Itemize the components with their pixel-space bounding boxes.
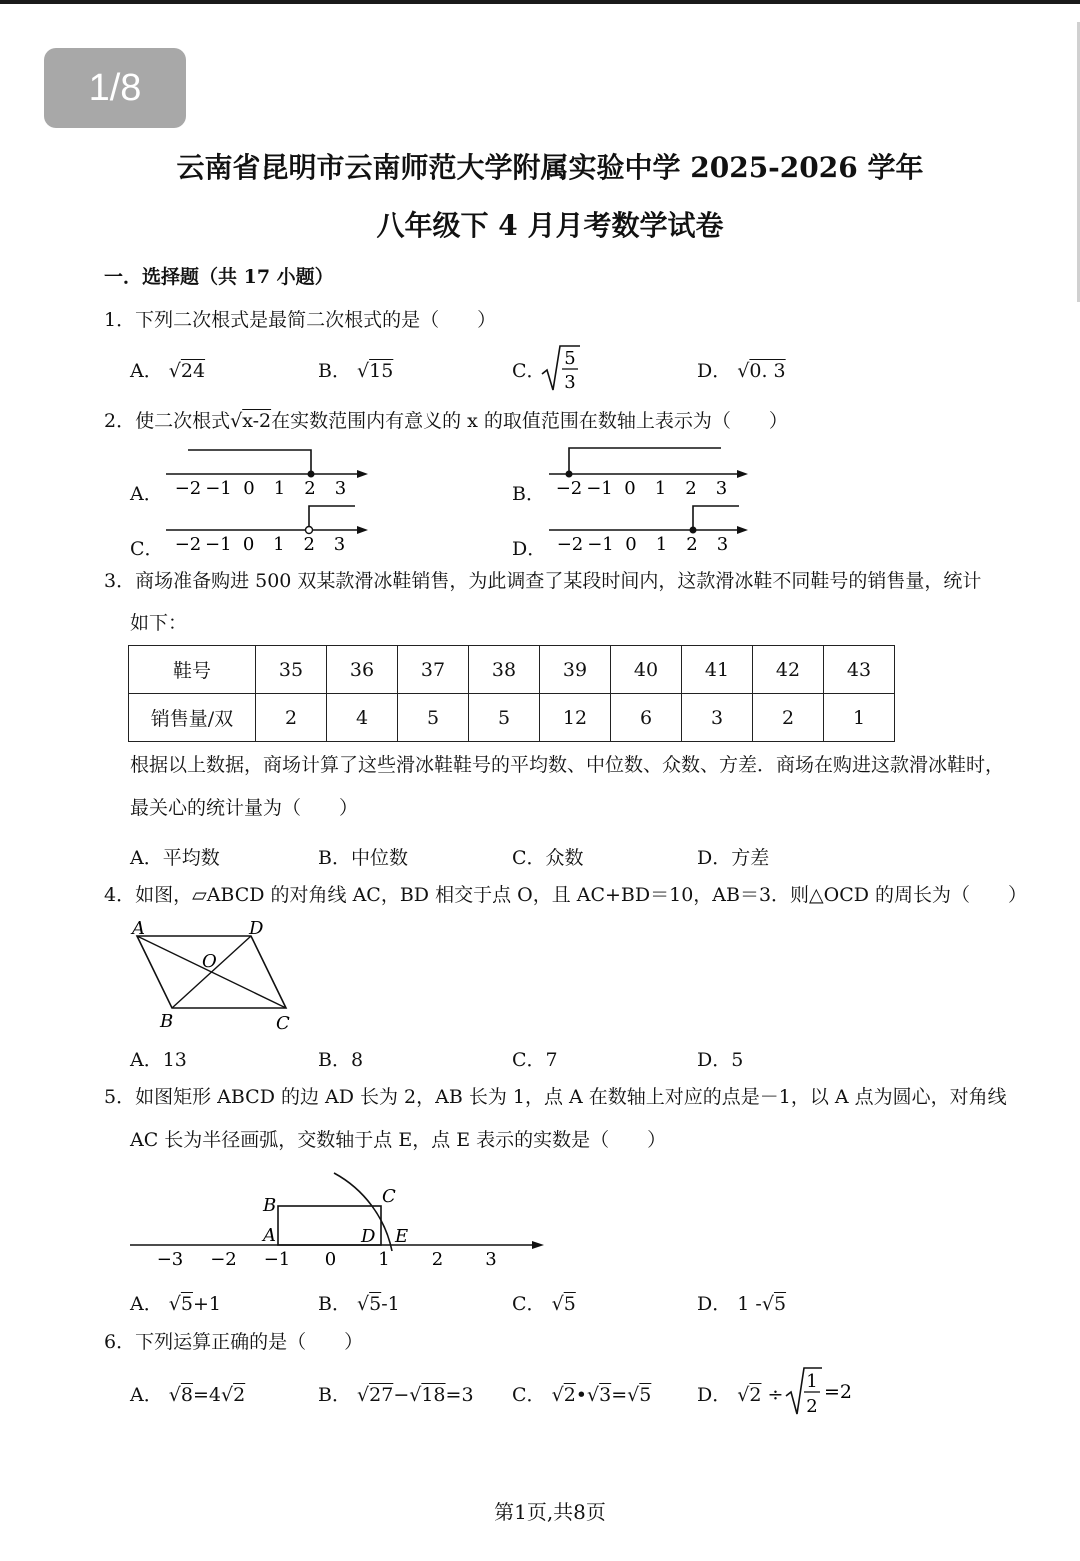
option-label: A． [130,360,163,382]
sqrt-symbol: √ [737,1384,750,1406]
option-label: B． [318,360,351,382]
expr-part: =2 [824,1381,853,1403]
sqrt-symbol: √ [221,1384,234,1406]
q5-option-c[interactable] [512,1289,576,1316]
table-cell: 42 [753,646,824,694]
point-label-a: A [263,1225,276,1246]
q2-stem [104,412,788,431]
radicand: 15 [369,360,394,382]
q2-option-c-label[interactable]: C． [130,538,164,560]
q1-stem: 1．下列二次根式是最简二次根式的是（ ） [104,309,497,331]
option-label: D． [697,1293,732,1315]
point-label-d: D [361,1226,376,1247]
q4-stem: 4．如图，▱ABCD 的对角线 AC，BD 相交于点 O，且 AC+BD＝10，AB＝3．则△OCD 的周长为（ ） [104,884,1028,906]
q3-option-b[interactable]: B．中位数 [318,847,408,869]
table-cell: 3 [682,694,753,742]
q1-option-c-fraction-root [540,344,590,396]
tick-label: 1 [273,534,285,555]
expr-part: ÷ [767,1384,784,1406]
q3-option-d[interactable]: D．方差 [697,847,770,869]
tick-label: 0 [625,534,637,555]
q2-number-line-b[interactable] [545,444,765,504]
stem-part: 2．使二次根式 [104,410,231,432]
q2-number-line-d[interactable] [545,500,765,560]
center-label-o: O [202,951,217,972]
tick-label: 3 [334,478,347,499]
q1-option-b[interactable] [318,356,393,383]
tick-label: 3 [715,478,728,499]
q4-option-b[interactable]: B．8 [318,1049,364,1071]
q2-option-b-label[interactable]: B． [512,483,545,505]
radicand: x-2 [242,410,272,432]
table-cell: 36 [327,646,398,694]
fraction-denominator: 2 [806,1396,818,1417]
tick-label: 3 [333,534,346,555]
sqrt-symbol: √ [357,1384,370,1406]
expr-part: − [393,1384,410,1406]
table-cell: 4 [327,694,398,742]
radicand: 2 [563,1384,576,1406]
expr-part: =4 [192,1384,221,1406]
q5-option-b[interactable] [318,1289,400,1316]
table-cell: 2 [256,694,327,742]
radicand: 5 [563,1293,576,1315]
option-label: D． [697,360,732,382]
q6-option-a[interactable] [130,1380,245,1407]
expr-part: -1 [381,1293,400,1315]
sqrt-symbol: √ [357,1293,370,1315]
tick-label: −3 [156,1249,184,1270]
table-cell: 37 [398,646,469,694]
tick-label: 0 [624,478,636,499]
q3-option-a[interactable]: A．平均数 [130,847,220,869]
sqrt-symbol: √ [587,1384,600,1406]
q2-option-a-label[interactable]: A． [130,483,163,505]
radicand: 5 [180,1293,193,1315]
table-cell: 5 [469,694,540,742]
radicand: 27 [369,1384,394,1406]
sqrt-symbol: √ [357,360,370,382]
stem-part: 在实数范围内有意义的 x 的取值范围在数轴上表示为（ ） [271,410,788,432]
tick-label: −2 [174,478,202,499]
q3-stem-cont: 如下： [130,612,188,634]
sqrt-symbol: √ [627,1384,640,1406]
point-label-e: E [395,1226,409,1247]
expr-part: +1 [192,1293,221,1315]
expr-part: • [575,1384,588,1406]
table-header-cell: 销售量/双 [129,694,256,742]
option-label: A． [130,1384,163,1406]
table-cell: 38 [469,646,540,694]
radicand: 8 [180,1384,193,1406]
tick-label: 0 [324,1249,337,1270]
point-label-b: B [263,1195,277,1216]
option-label: B． [318,1384,351,1406]
q5-option-d[interactable] [697,1289,786,1316]
tick-label: 1 [654,478,667,499]
table-row [129,694,895,742]
tick-label: −1 [263,1249,291,1270]
tick-label: 2 [431,1249,444,1270]
q6-option-b[interactable] [318,1380,474,1407]
sqrt-symbol: √ [168,1384,181,1406]
table-cell: 6 [611,694,682,742]
q6-option-d-fraction-root [784,1366,854,1420]
tick-label: 3 [716,534,729,555]
sqrt-symbol: √ [168,360,181,382]
page-footer: 第1页,共8页 [494,1500,606,1524]
table-cell: 39 [540,646,611,694]
section-heading: 一．选择题（共 17 小题） [104,266,334,288]
top-border [0,0,1080,4]
radicand: 2 [749,1384,762,1406]
table-cell: 2 [753,694,824,742]
option-label: C． [512,360,546,382]
table-cell: 1 [824,694,895,742]
q2-number-line-a[interactable] [160,444,380,504]
sqrt-symbol: √ [168,1293,181,1315]
expr-part: = [611,1384,628,1406]
q3-question: 最关心的统计量为（ ） [130,797,359,819]
fraction-denominator: 3 [564,372,576,393]
radicand: 5 [773,1293,787,1315]
q3-option-c[interactable]: C．众数 [512,847,584,869]
tick-label: 1 [273,478,286,499]
vertex-label-b: B [160,1011,174,1032]
point-label-c: C [382,1186,396,1207]
table-cell: 43 [824,646,895,694]
sqrt-symbol: √ [737,360,750,382]
q4-option-c[interactable]: C．7 [512,1049,558,1071]
tick-label: −1 [586,478,613,499]
exam-title-line2: 八年级下 4 月月考数学试卷 [376,209,724,242]
shoe-sales-table [128,645,895,742]
option-label: A． [130,1293,163,1315]
tick-label: 3 [485,1249,497,1270]
table-cell: 12 [540,694,611,742]
expr-part: 1 - [737,1293,762,1315]
q5-option-a[interactable] [130,1289,221,1316]
tick-label: 2 [303,534,315,555]
option-label: C． [512,1293,546,1315]
exam-title-line1: 云南省昆明市云南师范大学附属实验中学 2025-2026 学年 [176,151,924,184]
tick-label: 1 [378,1249,390,1270]
vertex-label-a: A [132,918,145,939]
q1-option-a[interactable] [130,356,205,383]
tick-label: 0 [242,534,255,555]
tick-label: 2 [304,478,316,499]
q6-option-d[interactable] [697,1380,783,1407]
q6-option-c[interactable] [512,1380,651,1407]
radicand: 3 [599,1384,612,1406]
radicand: 5 [369,1293,382,1315]
fraction-numerator: 1 [806,1371,818,1392]
q2-option-d-label[interactable]: D． [512,538,547,560]
option-label: B． [318,1293,351,1315]
vertex-label-d: D [249,918,264,939]
option-label: C． [512,1384,546,1406]
tick-label: −1 [205,534,232,555]
radicand: 0. 3 [749,360,786,382]
radicand: 2 [233,1384,246,1406]
q4-option-d[interactable]: D．5 [697,1049,744,1071]
table-cell: 40 [611,646,682,694]
q5-stem-line2: AC 长为半径画弧，交数轴于点 E，点 E 表示的实数是（ ） [130,1129,667,1151]
expr-part: =3 [445,1384,474,1406]
q3-after-text: 根据以上数据，商场计算了这些滑冰鞋鞋号的平均数、中位数、众数、方差．商场在购进这款滑冰鞋时， [130,754,1005,776]
tick-label: −2 [555,478,583,499]
tick-label: −2 [210,1249,237,1270]
q4-parallelogram-figure [120,910,310,1040]
tick-label: 0 [243,478,255,499]
table-header-cell: 鞋号 [129,646,256,694]
tick-label: −1 [587,534,614,555]
sqrt-symbol: √ [551,1293,564,1315]
q2-number-line-c[interactable] [160,500,380,560]
radicand: 5 [639,1384,652,1406]
tick-label: −2 [174,534,202,555]
radicand: 24 [180,360,206,382]
tick-label: 2 [685,478,697,499]
table-cell: 5 [398,694,469,742]
q1-option-d[interactable] [697,356,786,383]
q4-option-a[interactable]: A．13 [130,1049,187,1071]
radicand: 18 [421,1384,446,1406]
vertex-label-c: C [276,1013,290,1034]
option-label: D． [697,1384,732,1406]
tick-label: 2 [686,534,698,555]
table-row [129,646,895,694]
sqrt-symbol: √ [761,1293,774,1315]
sqrt-symbol: √ [409,1384,422,1406]
q3-stem: 3．商场准备购进 500 双某款滑冰鞋销售，为此调查了某段时间内，这款滑冰鞋不同鞋号的销售量，统计 [104,570,982,592]
tick-label: −1 [205,478,232,499]
q5-number-line-figure [120,1165,560,1275]
tick-label: −2 [556,534,584,555]
fraction-numerator: 5 [564,348,576,369]
table-cell: 41 [682,646,753,694]
q5-stem-line1: 5．如图矩形 ABCD 的边 AD 长为 2，AB 长为 1，点 A 在数轴上对应的点是－1，以 A 点为圆心，对角线 [104,1086,1007,1108]
table-cell: 35 [256,646,327,694]
tick-label: 1 [655,534,668,555]
sqrt-symbol: √ [230,410,243,432]
page-indicator-badge: 1/8 [44,48,186,128]
sqrt-symbol: √ [551,1384,564,1406]
q6-stem: 6．下列运算正确的是（ ） [104,1331,364,1353]
